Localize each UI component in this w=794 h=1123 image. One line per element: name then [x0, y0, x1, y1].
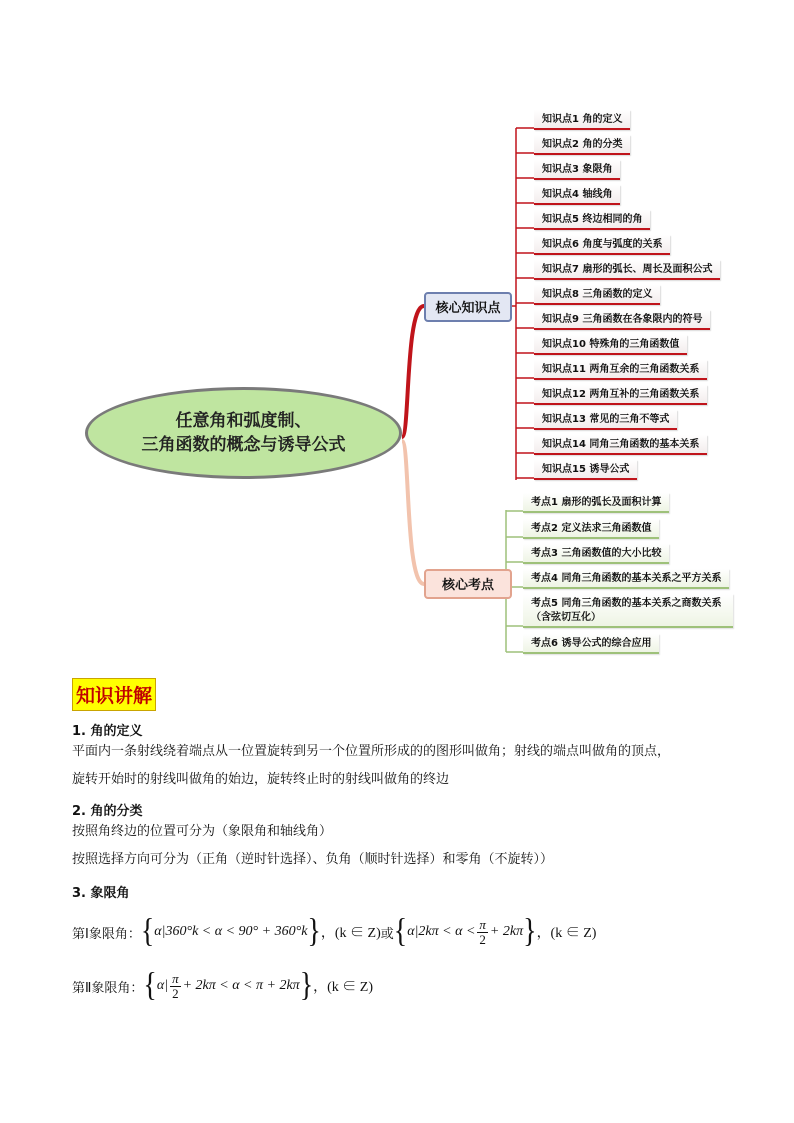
- heading-quadrant-angle: 3. 象限角: [72, 886, 130, 901]
- central-topic: [85, 387, 402, 479]
- exam-point-4: 考点4 同角三角函数的基本关系之平方关系: [523, 569, 729, 589]
- brace-close-icon: }: [307, 912, 321, 950]
- knowledge-point-1: 知识点1 角的定义: [534, 110, 630, 130]
- fraction-pi-over-2: [477, 918, 488, 947]
- quadrant-1-set1: α|360°k < α < 90° + 360°k: [154, 924, 308, 939]
- formula-quadrant-1: [72, 914, 596, 950]
- paragraph-classification-line1: 按照角终边的位置可分为（象限角和轴线角）: [72, 824, 333, 839]
- quadrant-2-label: 第Ⅱ象限角：: [72, 980, 144, 996]
- knowledge-point-11: 知识点11 两角互余的三角函数关系: [534, 360, 707, 380]
- quadrant-1-cond2: ，(k ∈ Z): [536, 926, 597, 941]
- knowledge-point-5: 知识点5 终边相同的角: [534, 210, 650, 230]
- section-title: 知识讲解: [72, 678, 156, 711]
- fraction-denominator: 2: [479, 931, 486, 947]
- fraction-numerator: π: [479, 916, 486, 932]
- quadrant-2-set-left: α|: [156, 978, 169, 993]
- knowledge-point-2: 知识点2 角的分类: [534, 135, 630, 155]
- fraction-denominator: 2: [172, 985, 179, 1001]
- knowledge-point-10: 知识点10 特殊角的三角函数值: [534, 335, 687, 355]
- fraction-numerator: π: [172, 970, 179, 986]
- quadrant-1-set2-left: α|2kπ < α <: [407, 924, 476, 939]
- knowledge-point-8: 知识点8 三角函数的定义: [534, 285, 660, 305]
- branch-core-exam: 核心考点: [424, 569, 512, 599]
- central-title-line2: 三角函数的概念与诱导公式: [141, 435, 346, 455]
- knowledge-point-13: 知识点13 常见的三角不等式: [534, 410, 677, 430]
- knowledge-point-12: 知识点12 两角互补的三角函数关系: [534, 385, 707, 405]
- knowledge-point-4: 知识点4 轴线角: [534, 185, 620, 205]
- branch-core-knowledge: 核心知识点: [424, 292, 512, 322]
- quadrant-1-label: 第Ⅰ象限角：: [72, 926, 141, 942]
- brace-open-icon: {: [140, 912, 155, 950]
- knowledge-point-9: 知识点9 三角函数在各象限内的符号: [534, 310, 710, 330]
- brace-close-icon: }: [523, 912, 537, 950]
- knowledge-point-6: 知识点6 角度与弧度的关系: [534, 235, 670, 255]
- quadrant-2-cond: ，(k ∈ Z): [313, 980, 374, 995]
- exam-point-1: 考点1 扇形的弧长及面积计算: [523, 493, 669, 513]
- paragraph-definition-line1: 平面内一条射线绕着端点从一位置旋转到另一个位置所形成的的图形叫做角；射线的端点叫做角的顶点，: [72, 744, 671, 759]
- knowledge-point-15: 知识点15 诱导公式: [534, 460, 637, 480]
- quadrant-1-set2-right: + 2kπ: [489, 924, 524, 939]
- paragraph-classification-line2: 按照选择方向可分为（正角（逆时针选择）、负角（顺时针选择）和零角（不旋转））: [72, 852, 554, 867]
- brace-close-icon: }: [299, 966, 314, 1004]
- exam-point-3: 考点3 三角函数值的大小比较: [523, 544, 669, 564]
- quadrant-1-or: 或: [380, 926, 394, 942]
- heading-angle-classification: 2. 角的分类: [72, 804, 143, 819]
- formula-quadrant-2: [72, 966, 373, 1006]
- exam-point-5: 考点5 同角三角函数的基本关系之商数关系（含弦切互化）: [523, 594, 733, 628]
- quadrant-2-set-right: + 2kπ < α < π + 2kπ: [182, 978, 300, 993]
- exam-point-2: 考点2 定义法求三角函数值: [523, 519, 659, 539]
- exam-point-6: 考点6 诱导公式的综合应用: [523, 634, 659, 654]
- fraction-pi-over-2: [170, 972, 181, 1001]
- paragraph-definition-line2: 旋转开始时的射线叫做角的始边，旋转终止时的射线叫做角的终边: [72, 772, 450, 787]
- section-title-wrapper: [72, 678, 156, 711]
- knowledge-point-3: 知识点3 象限角: [534, 160, 620, 180]
- knowledge-point-7: 知识点7 扇形的弧长、周长及面积公式: [534, 260, 720, 280]
- central-title-line1: 任意角和弧度制、: [175, 411, 312, 431]
- knowledge-point-14: 知识点14 同角三角函数的基本关系: [534, 435, 707, 455]
- quadrant-1-cond1: ，(k ∈ Z): [320, 926, 381, 941]
- brace-open-icon: {: [143, 966, 157, 1004]
- brace-open-icon: {: [393, 912, 408, 950]
- heading-angle-definition: 1. 角的定义: [72, 724, 143, 739]
